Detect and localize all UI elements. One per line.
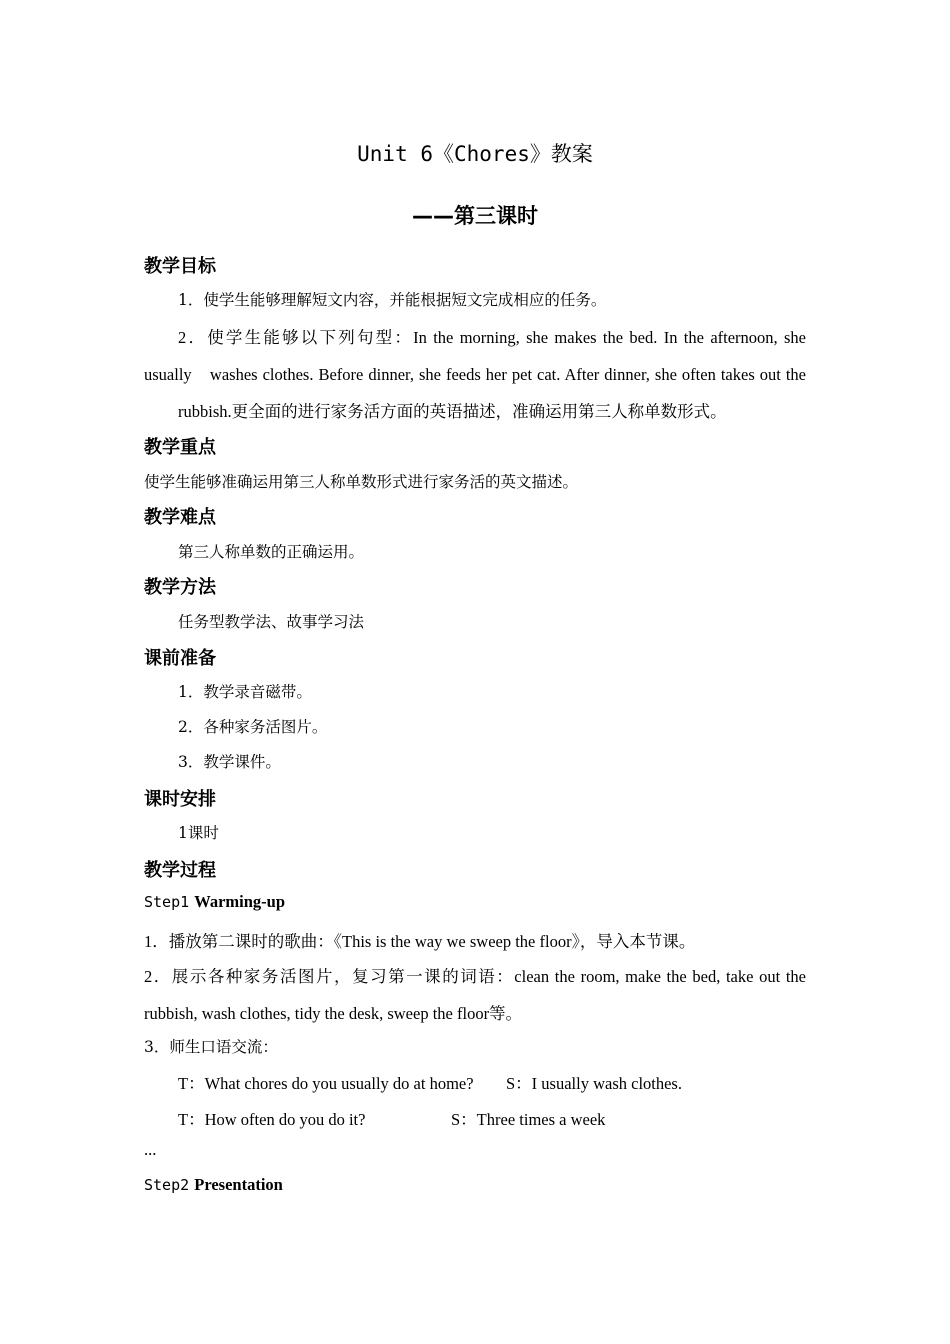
goals-item-2-line-1: 2．使学生能够以下列句型：In the morning, she makes the bed. In the afternoon, she <box>178 328 806 347</box>
heading-key-points: 教学重点 <box>144 437 216 458</box>
process-para-2-line-1: 2．展示各种家务活图片，复习第一课的词语：clean the room, make the bed, take out the <box>144 967 806 986</box>
difficulties-text: 第三人称单数的正确运用。 <box>178 543 365 561</box>
step1-name: Warming-up <box>194 892 286 911</box>
step2-heading <box>144 1175 283 1195</box>
step2-name: Presentation <box>194 1175 283 1194</box>
dialog-2-student: S：Three times a week <box>451 1110 606 1129</box>
preparation-item-1: 1．教学录音磁带。 <box>178 683 312 701</box>
heading-goals: 教学目标 <box>144 256 216 277</box>
goals-item-2-line-3: rubbish.更全面的进行家务活方面的英语描述，准确运用第三人称单数形式。 <box>178 402 727 421</box>
methods-text: 任务型教学法、故事学习法 <box>178 613 365 631</box>
process-para-3: 3．师生口语交流： <box>144 1038 278 1056</box>
dialog-1-student: S：I usually wash clothes. <box>506 1074 682 1093</box>
document-title: Unit 6《Chores》教案 <box>357 142 593 166</box>
heading-difficulties: 教学难点 <box>144 507 216 528</box>
step1-heading <box>144 892 285 912</box>
schedule-text: 1课时 <box>178 824 219 842</box>
document-subtitle: ——第三课时 <box>412 204 538 228</box>
step1-number: Step1 <box>144 893 190 911</box>
step2-number: Step2 <box>144 1176 190 1194</box>
preparation-item-3: 3．教学课件。 <box>178 753 281 771</box>
goals-item-1: 1．使学生能够理解短文内容，并能根据短文完成相应的任务。 <box>178 291 607 309</box>
heading-schedule: 课时安排 <box>144 789 216 810</box>
goals-item-2-line-2: usually washes clothes. Before dinner, she feeds her pet cat. After dinner, she often takes out the <box>144 365 806 384</box>
process-para-2-line-2: rubbish, wash clothes, tidy the desk, sweep the floor等。 <box>144 1004 523 1023</box>
heading-process: 教学过程 <box>144 860 216 881</box>
process-para-1: 1．播放第二课时的歌曲：《This is the way we sweep the floor》，导入本节课。 <box>144 932 696 951</box>
key-points-text: 使学生能够准确运用第三人称单数形式进行家务活的英文描述。 <box>144 473 579 491</box>
dialog-2-teacher: T：How often do you do it? <box>178 1110 366 1129</box>
heading-methods: 教学方法 <box>144 577 216 598</box>
heading-preparation: 课前准备 <box>144 648 216 669</box>
dialog-1-teacher: T：What chores do you usually do at home? <box>178 1074 474 1093</box>
preparation-item-2: 2．各种家务活图片。 <box>178 718 328 736</box>
ellipsis: ... <box>144 1140 157 1159</box>
